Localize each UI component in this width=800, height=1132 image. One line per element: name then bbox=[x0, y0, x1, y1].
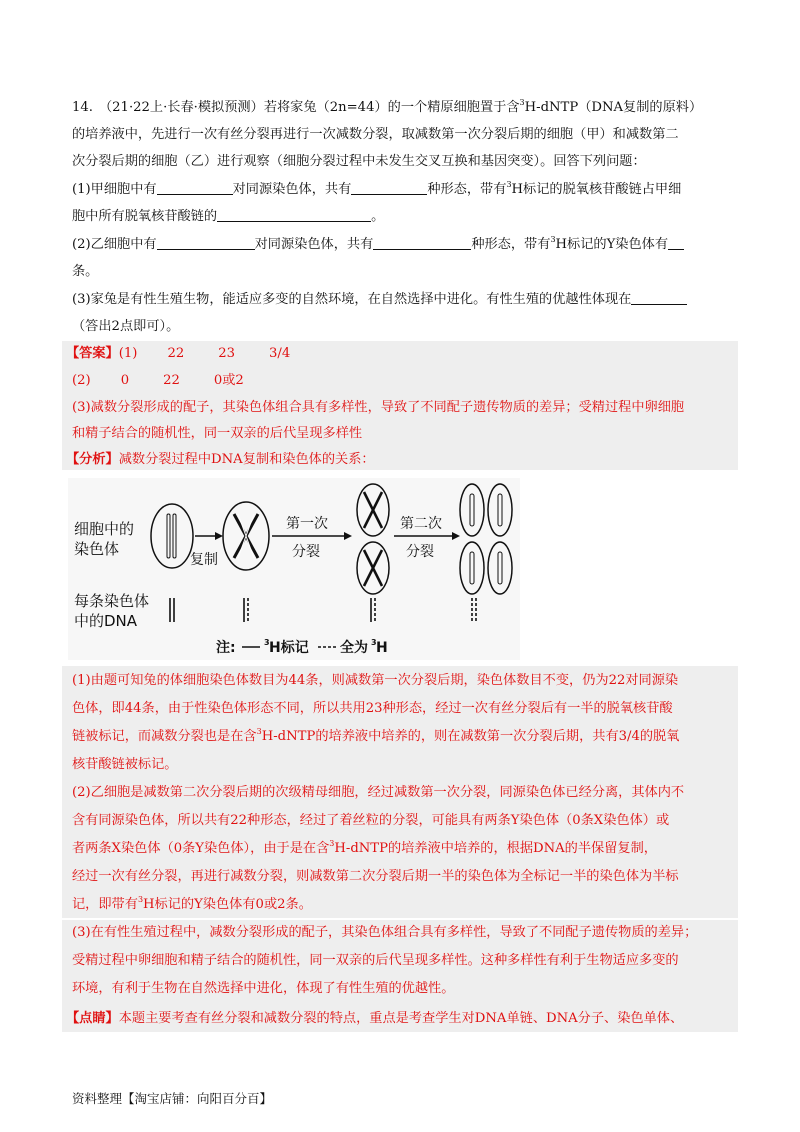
analysis-p1-line-1: (1)由题可知兔的体细胞染色体数目为44条，则减数第一次分裂后期，染色体数目不变，仍为22对同源染 bbox=[72, 673, 679, 688]
svg-text:3: 3 bbox=[371, 638, 377, 647]
analysis-p1-line-4: 核苷酸链被标记。 bbox=[72, 757, 178, 772]
analysis-p2-line-4: 经过一次有丝分裂，再进行减数分裂，则减数第二次分裂后期一半的染色体为全标记一半的染色体为半标 bbox=[72, 869, 679, 884]
analysis-p1-line-3: 链被标记，而减数分裂也是在含$^3$H-dNTP的培养液中培养的，则在减数第一次分裂后期，共有3/4的脱氧 bbox=[72, 727, 680, 744]
step-division1-label-a: 第一次 bbox=[286, 516, 328, 532]
cell-meiosis2-3 bbox=[460, 542, 484, 594]
analysis-p2-line-3: 者两条X染色体（0条Y染色体），由于是在含$^3$H-dNTP的培养液中培养的，根据DNA的半保留复制， bbox=[72, 839, 657, 856]
answer-tag: 【答案】 bbox=[66, 346, 119, 361]
point-line: 【点睛】本题主要考查有丝分裂和减数分裂的特点，重点是考查学生对DNA单链、DNA分子、染色单体、 bbox=[66, 1011, 684, 1026]
svg-text:注:: 注: bbox=[216, 640, 236, 656]
analysis-tag: 【分析】 bbox=[66, 452, 119, 467]
question-part-3: (3)家兔是有性生殖生物，能适应多变的自然环境，在自然选择中进化。有性生殖的优越性体现在 bbox=[72, 290, 687, 310]
question-part-3-line-2: （答出2点即可）。 bbox=[72, 319, 180, 334]
answer-blank bbox=[157, 235, 255, 250]
cell-meiosis1-top bbox=[357, 484, 389, 536]
question-line-2: 的培养液中，先进行一次有丝分裂再进行一次减数分裂，取减数第一次分裂后期的细胞（甲）和减数第二 bbox=[72, 127, 679, 142]
question-part-1-line-2: 胞中所有脱氧核苷酸链的 。 bbox=[72, 209, 385, 224]
question-part-1: (1)甲细胞中有 对同源染色体，共有 种形态，带有$^3$H标记的脱氧核苷酸链占甲细 bbox=[72, 180, 682, 197]
cell-original bbox=[151, 504, 193, 568]
answer-blank bbox=[668, 235, 684, 250]
answer-blank bbox=[157, 180, 233, 195]
svg-text:3: 3 bbox=[264, 638, 270, 647]
cell-replicated bbox=[223, 502, 269, 570]
cell-meiosis1-bottom bbox=[357, 542, 389, 594]
answer-line-2: (2) 0 22 0或2 bbox=[72, 373, 244, 388]
diagram-note bbox=[216, 638, 388, 656]
analysis-p1-line-2: 色体，即44条，由于性染色体形态不同，所以共用23种形态，经过一次有丝分裂后有一半的脱氧核苷酸 bbox=[72, 701, 673, 716]
step-division1-label-b: 分裂 bbox=[292, 544, 320, 560]
analysis-intro: 【分析】减数分裂过程中DNA复制和染色体的关系： bbox=[66, 452, 375, 467]
answer-line-4: 和精子结合的随机性，同一双亲的后代呈现多样性 bbox=[72, 426, 363, 441]
step-division2-label-b: 分裂 bbox=[406, 544, 434, 560]
row1-label-a: 细胞中的 bbox=[74, 520, 135, 538]
analysis-p3-line-1: (3)在有性生殖过程中，减数分裂形成的配子，其染色体组合具有多样性，导致了不同配子遗传物质的差异； bbox=[72, 925, 698, 940]
answer-blank bbox=[351, 180, 427, 195]
row1-label-b: 染色体 bbox=[74, 540, 120, 558]
meiosis-diagram bbox=[68, 478, 520, 660]
analysis-p3-line-2: 受精过程中卵细胞和精子结合的随机性，同一双亲的后代呈现多样性。这种多样性有利于生物适应多变的 bbox=[72, 953, 679, 968]
arrow-head bbox=[452, 532, 460, 540]
cell-meiosis2-1 bbox=[460, 484, 484, 536]
question-source: （21·22上·长春·模拟预测） bbox=[98, 100, 264, 115]
answer-blank bbox=[217, 207, 371, 222]
svg-text:全为: 全为 bbox=[340, 640, 368, 656]
row2-label-b: 中的DNA bbox=[74, 612, 138, 630]
question-part-2-line-2: 条。 bbox=[72, 264, 99, 279]
step-division2-label-a: 第二次 bbox=[400, 516, 442, 532]
answer-line-1: 【答案】(1) 22 23 3/4 bbox=[66, 346, 291, 361]
point-tag: 【点睛】 bbox=[66, 1011, 119, 1026]
step-replicate-label: 复制 bbox=[190, 552, 218, 568]
answer-blank bbox=[631, 290, 687, 305]
footer-source: 资料整理【淘宝店铺：向阳百分百】 bbox=[72, 1091, 273, 1106]
cell-meiosis2-4 bbox=[488, 542, 512, 594]
arrow-head bbox=[344, 532, 352, 540]
question-number: 14. bbox=[72, 100, 93, 115]
question-line-3: 次分裂后期的细胞（乙）进行观察（细胞分裂过程中未发生交叉互换和基因突变）。回答下列问题： bbox=[72, 154, 646, 169]
answer-blank bbox=[373, 235, 471, 250]
analysis-p2-line-1: (2)乙细胞是减数第二次分裂后期的次级精母细胞，经过减数第一次分裂，同源染色体已经分离，其体内不 bbox=[72, 785, 685, 800]
analysis-p3-line-3: 环境，有利于生物在自然选择中进化，体现了有性生殖的优越性。 bbox=[72, 981, 455, 996]
question-part-2: (2)乙细胞中有 对同源染色体，共有 种形态，带有$^3$H标记的Y染色体有 bbox=[72, 235, 684, 255]
dna-strand-marks bbox=[170, 598, 476, 622]
cell-meiosis2-2 bbox=[488, 484, 512, 536]
answer-line-3: (3)减数分裂形成的配子，其染色体组合具有多样性，导致了不同配子遗传物质的差异；受精过程中卵细胞 bbox=[72, 400, 685, 415]
analysis-p2-line-5: 记，即带有$^3$H标记的Y染色体有0或2条。 bbox=[72, 895, 312, 912]
analysis-p2-line-2: 含有同源染色体，所以共有22种形态，经过了着丝粒的分裂，可能具有两条Y染色体（0条X染色体）或 bbox=[72, 813, 670, 828]
question-line-1: 14. （21·22上·长春·模拟预测）若将家兔（2n=44）的一个精原细胞置于含$^3$H-dNTP（DNA复制的原料） bbox=[72, 98, 703, 115]
row2-label-a: 每条染色体 bbox=[74, 592, 150, 610]
arrow-head bbox=[215, 532, 223, 540]
svg-text:H: H bbox=[376, 640, 388, 656]
svg-text:H标记: H标记 bbox=[269, 640, 309, 656]
meiosis-diagram-svg bbox=[68, 478, 520, 660]
